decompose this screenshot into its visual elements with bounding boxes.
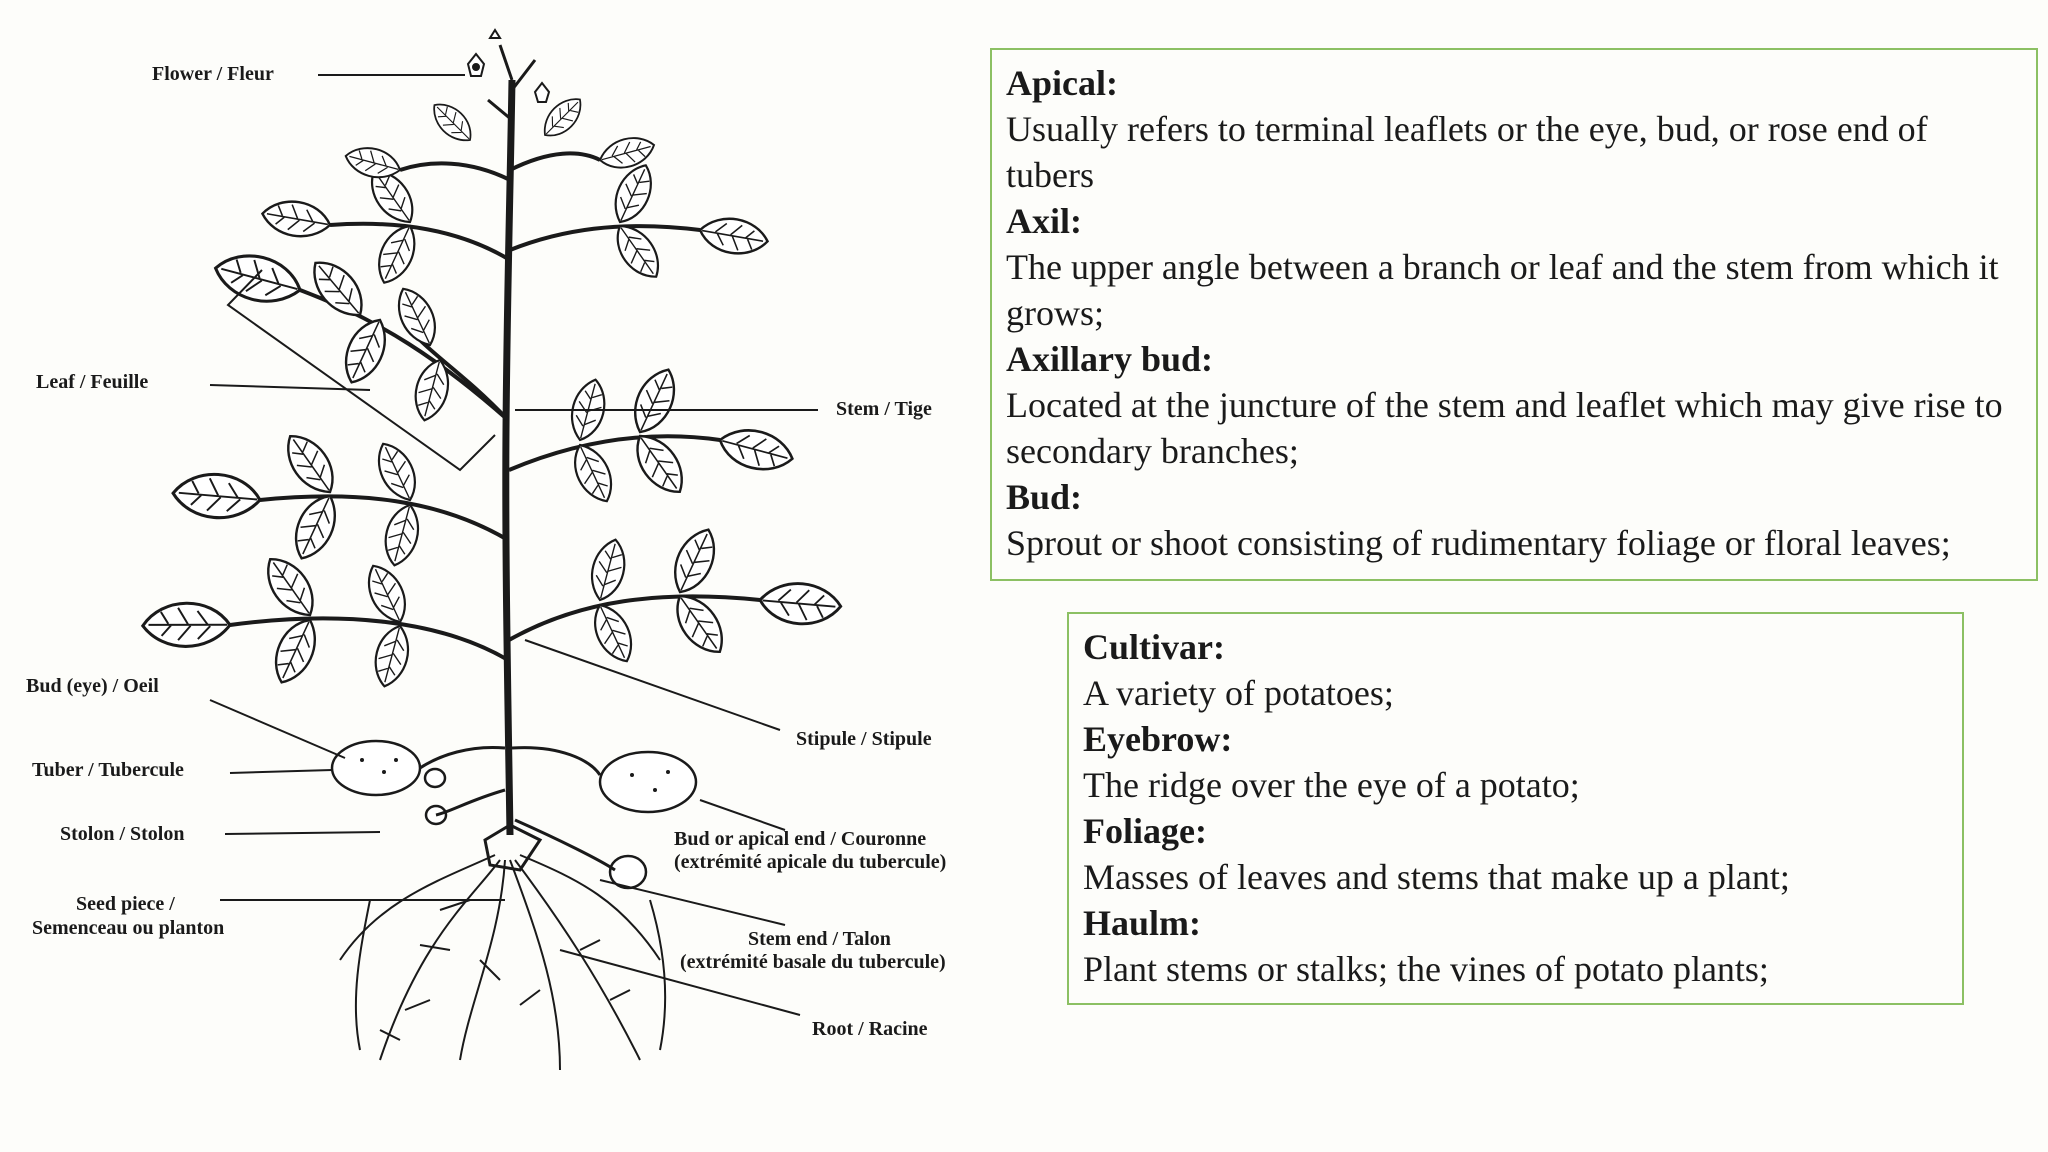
glossary-term: Eyebrow: xyxy=(1083,719,1233,759)
potato-plant-diagram xyxy=(0,0,1000,1152)
label-stem: Stem / Tige xyxy=(836,398,932,420)
glossary-term: Axillary bud: xyxy=(1006,339,1214,379)
label-apical-end-fr: (extrémité apicale du tubercule) xyxy=(674,851,947,873)
label-stem-end-fr: (extrémité basale du tubercule) xyxy=(680,951,946,973)
label-flower: Flower / Fleur xyxy=(152,63,274,85)
roots xyxy=(340,855,665,1070)
glossary-definition: Plant stems or stalks; the vines of potato plants; xyxy=(1083,949,1769,989)
label-stolon: Stolon / Stolon xyxy=(60,823,185,845)
leaves xyxy=(141,92,843,690)
glossary-term: Apical: xyxy=(1006,63,1118,103)
label-stipule: Stipule / Stipule xyxy=(796,728,932,750)
label-tuber: Tuber / Tubercule xyxy=(32,759,184,781)
glossary-definition: A variety of potatoes; xyxy=(1083,673,1394,713)
stolons xyxy=(420,747,615,870)
tubers xyxy=(332,741,696,888)
label-leaf: Leaf / Feuille xyxy=(36,371,149,393)
glossary-definition: Sprout or shoot consisting of rudimentary foliage or floral leaves; xyxy=(1006,523,1951,563)
label-seed-piece-fr: Semenceau ou planton xyxy=(32,917,225,939)
label-root: Root / Racine xyxy=(812,1018,928,1040)
glossary-term: Foliage: xyxy=(1083,811,1207,851)
glossary-definition: Usually refers to terminal leaflets or the eye, bud, or rose end of tubers xyxy=(1006,109,1928,195)
glossary-term: Haulm: xyxy=(1083,903,1202,943)
glossary-definition: The ridge over the eye of a potato; xyxy=(1083,765,1580,805)
glossary-box-1 xyxy=(990,48,2038,581)
label-bud-eye: Bud (eye) / Oeil xyxy=(26,675,159,697)
glossary-term: Bud: xyxy=(1006,477,1083,517)
glossary-term: Axil: xyxy=(1006,201,1082,241)
glossary-term: Cultivar: xyxy=(1083,627,1225,667)
glossary-definition: Masses of leaves and stems that make up a plant; xyxy=(1083,857,1790,897)
glossary-definition: Located at the juncture of the stem and leaflet which may give rise to secondary branches; xyxy=(1006,385,2003,471)
glossary-definition: The upper angle between a branch or leaf and the stem from which it grows; xyxy=(1006,247,1999,333)
glossary-box-2 xyxy=(1067,612,1964,1005)
label-stem-end: Stem end / Talon xyxy=(748,928,891,950)
label-apical-end: Bud or apical end / Couronne xyxy=(674,828,927,850)
label-seed-piece: Seed piece / xyxy=(76,893,175,915)
